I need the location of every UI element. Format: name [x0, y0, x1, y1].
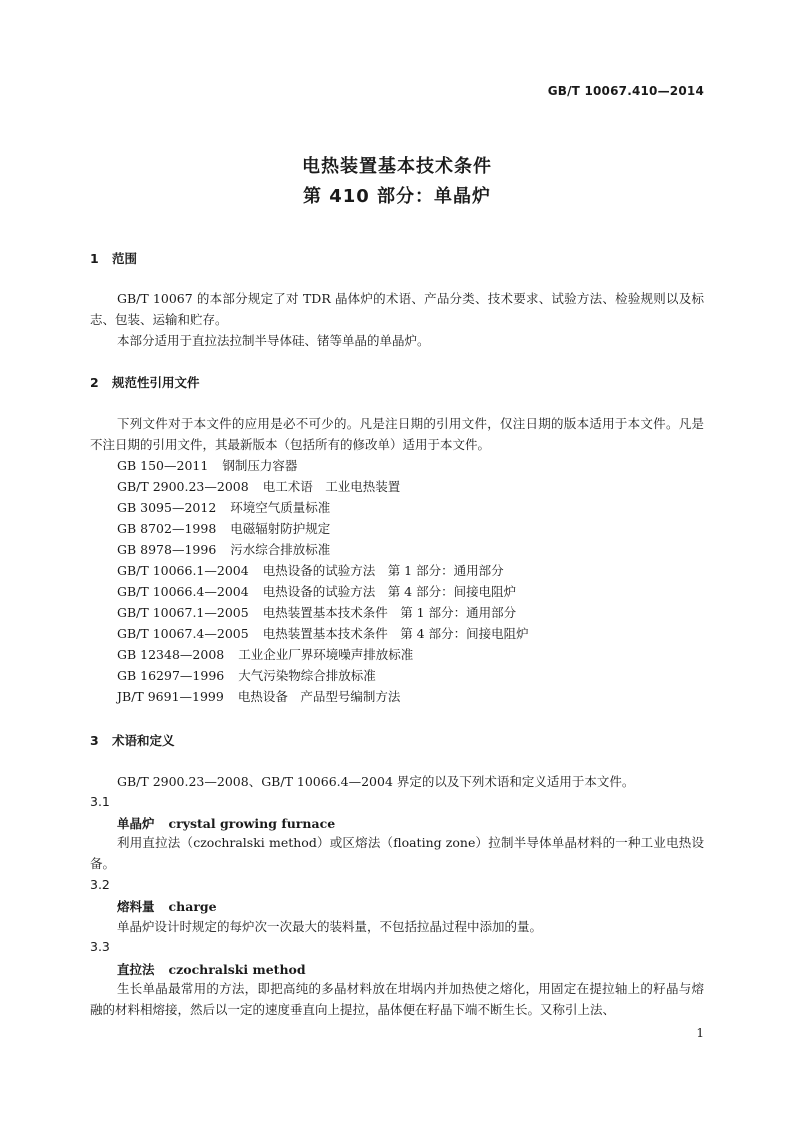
reference-item — [117, 561, 504, 579]
reference-code: GB/T 10067.1—2005 — [117, 605, 249, 620]
reference-title: 污水综合排放标准 — [230, 542, 331, 557]
section-title: 范围 — [112, 251, 138, 266]
reference-code: GB 3095—2012 — [117, 500, 217, 515]
section-1-paragraph-2 — [90, 330, 704, 351]
term-number: 3.3 — [90, 939, 110, 954]
reference-title: 工业企业厂界环境噪声排放标准 — [238, 647, 414, 662]
reference-item — [117, 582, 516, 600]
paragraph-text: 利用直拉法（czochralski method）或区熔法（floating zone）拉制半导体单晶材料的一种工业电热设备。 — [90, 835, 704, 871]
reference-item — [117, 624, 529, 642]
term-definition — [90, 916, 704, 937]
section-3-heading — [90, 731, 175, 749]
term-chinese: 直拉法 — [117, 962, 155, 977]
section-number: 1 — [90, 251, 99, 266]
reference-item — [117, 666, 376, 684]
reference-title: 环境空气质量标准 — [230, 500, 331, 515]
section-2-intro — [90, 413, 704, 455]
paragraph-text: 本部分适用于直拉法拉制半导体硅、锗等单晶的单晶炉。 — [117, 333, 430, 348]
reference-code: GB 8978—1996 — [117, 542, 217, 557]
reference-title: 电工术语 工业电热装置 — [262, 479, 401, 494]
term-number: 3.1 — [90, 794, 110, 809]
reference-code: GB/T 2900.23—2008 — [117, 479, 249, 494]
reference-code: GB/T 10066.1—2004 — [117, 563, 249, 578]
document-title-line2: 第 410 部分：单晶炉 — [302, 186, 492, 207]
paragraph-text: GB/T 10067 的本部分规定了对 TDR 晶体炉的术语、产品分类、技术要求、试验方法、检验规则以及标志、包装、运输和贮存。 — [90, 291, 704, 327]
paragraph-text: 下列文件对于本文件的应用是必不可少的。凡是注日期的引用文件，仅注日期的版本适用于本文件。凡是不注日期的引用文件，其最新版本（包括所有的修改单）适用于本文件。 — [90, 416, 704, 452]
reference-code: GB 12348—2008 — [117, 647, 225, 662]
reference-code: GB 16297—1996 — [117, 668, 225, 683]
term-english: crystal growing furnace — [168, 816, 336, 831]
term-definition — [90, 832, 704, 874]
paragraph-text: 生长单晶最常用的方法，即把高纯的多晶材料放在坩埚内并加热使之熔化，用固定在提拉轴上的籽晶与熔融的材料相熔接，然后以一定的速度垂直向上提拉，晶体便在籽晶下端不断生长。又称引上法、 — [90, 981, 704, 1017]
section-2-heading — [90, 373, 200, 391]
reference-code: GB 8702—1998 — [117, 521, 217, 536]
reference-item — [117, 603, 516, 621]
reference-title: 电热设备的试验方法 第 1 部分：通用部分 — [262, 563, 504, 578]
reference-code: GB/T 10066.4—2004 — [117, 584, 249, 599]
section-title: 术语和定义 — [112, 733, 175, 748]
term-heading — [117, 897, 217, 915]
reference-item — [117, 477, 400, 495]
reference-item — [117, 498, 330, 516]
term-definition — [90, 978, 704, 1020]
page-number: 1 — [696, 1026, 704, 1040]
standard-number: GB/T 10067.410—2014 — [547, 84, 704, 98]
reference-code: JB/T 9691—1999 — [117, 689, 224, 704]
reference-title: 钢制压力容器 — [222, 458, 298, 473]
section-3-intro — [90, 771, 704, 792]
term-chinese: 熔料量 — [117, 899, 155, 914]
section-number: 3 — [90, 733, 99, 748]
reference-title: 大气污染物综合排放标准 — [238, 668, 376, 683]
document-title-line1: 电热装置基本技术条件 — [302, 156, 492, 177]
section-title: 规范性引用文件 — [112, 375, 200, 390]
term-english: czochralski method — [168, 962, 306, 977]
section-1-heading — [90, 249, 137, 267]
paragraph-text: GB/T 2900.23—2008、GB/T 10066.4—2004 界定的以及下列术语和定义适用于本文件。 — [117, 774, 635, 789]
reference-item — [117, 645, 413, 663]
reference-title: 电热装置基本技术条件 第 1 部分：通用部分 — [262, 605, 517, 620]
reference-code: GB/T 10067.4—2005 — [117, 626, 249, 641]
term-english: charge — [168, 899, 217, 914]
reference-title: 电磁辐射防护规定 — [230, 521, 331, 536]
reference-title: 电热设备的试验方法 第 4 部分：间接电阻炉 — [262, 584, 517, 599]
section-number: 2 — [90, 375, 99, 390]
term-heading — [117, 814, 335, 832]
reference-title: 电热装置基本技术条件 第 4 部分：间接电阻炉 — [262, 626, 529, 641]
reference-item — [117, 687, 400, 705]
term-number: 3.2 — [90, 877, 110, 892]
term-chinese: 单晶炉 — [117, 816, 155, 831]
term-heading — [117, 960, 306, 978]
reference-item — [117, 519, 330, 537]
reference-item — [117, 456, 297, 474]
reference-item — [117, 540, 330, 558]
reference-code: GB 150—2011 — [117, 458, 209, 473]
reference-title: 电热设备 产品型号编制方法 — [237, 689, 401, 704]
section-1-paragraph-1 — [90, 288, 704, 330]
paragraph-text: 单晶炉设计时规定的每炉次一次最大的装料量，不包括拉晶过程中添加的量。 — [117, 919, 543, 934]
